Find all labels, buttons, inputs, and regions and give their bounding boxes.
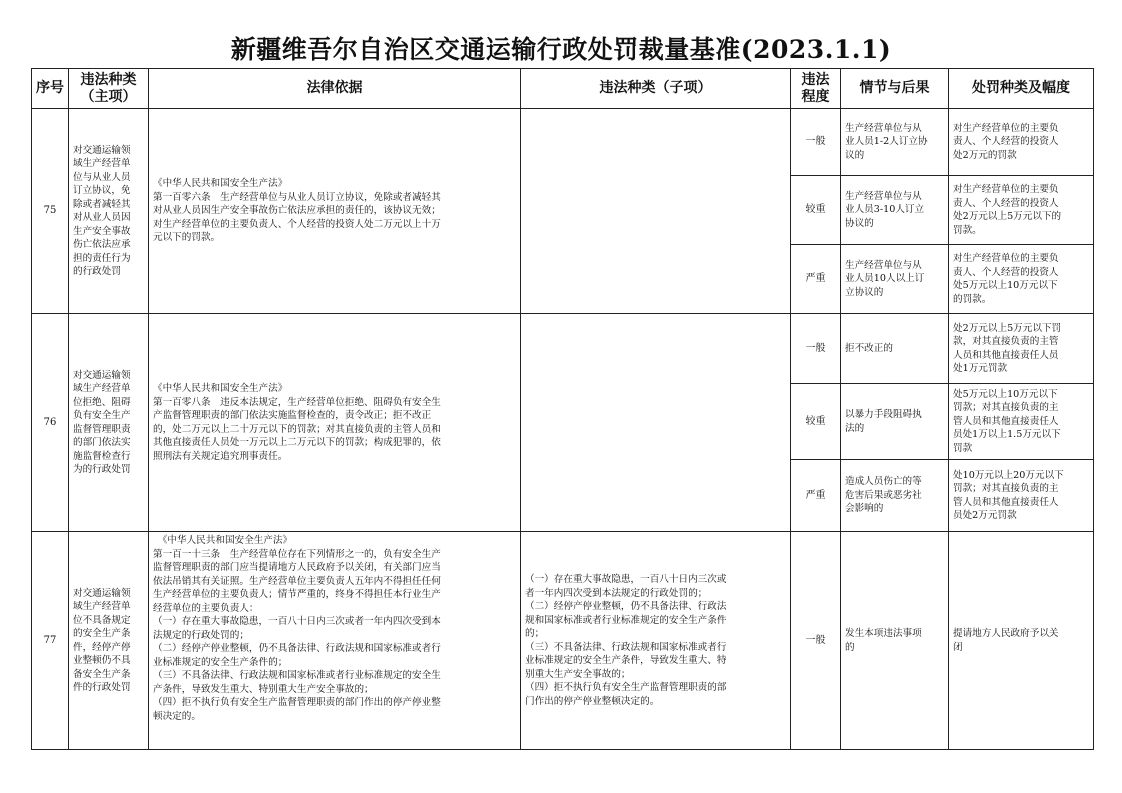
row-degree: 较重 [791,384,841,460]
row-circumstance: 造成人员伤亡的等 危害后果或恶劣社 会影响的 [841,460,949,532]
row-degree: 较重 [791,176,841,245]
header-seq: 序号 [32,69,69,109]
row-legal-basis: 《中华人民共和国安全生产法》 第一百零八条 违反本法规定，生产经营单位拒绝、阻碍负有安全生 产监督管理职责的部门依法实施监督检查的，责令改正；拒不改正 的，处二万元以上二十万元以下的罚款；对其直接负责的主管人员和 其他直接责任人员处一万元以上二万元以下的罚款；构成犯罪的，依 照刑法有关规定追究刑事责任。 [149,314,521,532]
table-row [32,532,1094,750]
table-header-row [32,69,1094,109]
row-circumstance: 拒不改正的 [841,314,949,384]
row-circumstance: 生产经营单位与从 业人员3-10人订立 协议的 [841,176,949,245]
row-circumstance: 以暴力手段阻碍执 法的 [841,384,949,460]
row-penalty: 处10万元以上20万元以下 罚款；对其直接负责的主 管人员和其他直接责任人 员处2万元罚款 [949,460,1094,532]
row-main-type: 对交通运输领 域生产经营单 位与从业人员 订立协议，免 除或者减轻其 对从业人员因 生产安全事故 伤亡依法应承 担的责任行为 的行政处罚 [69,109,149,314]
penalty-standards-table [31,68,1094,750]
row-seq: 75 [32,109,69,314]
header-penalty: 处罚种类及幅度 [949,69,1094,109]
row-circumstance: 发生本项违法事项 的 [841,532,949,750]
header-sub-type: 违法种类（子项） [521,69,791,109]
row-legal-basis: 《中华人民共和国安全生产法》 第一百零六条 生产经营单位与从业人员订立协议，免除或者减轻其 对从业人员因生产安全事故伤亡依法应承担的责任的，该协议无效； 对生产经营单位的主要负责人、个人经营的投资人处二万元以上十万 元以下的罚款。 [149,109,521,314]
row-penalty: 对生产经营单位的主要负 责人、个人经营的投资人 处2万元以上5万元以下的 罚款。 [949,176,1094,245]
row-penalty: 对生产经营单位的主要负 责人、个人经营的投资人 处5万元以上10万元以下 的罚款。 [949,245,1094,314]
header-main-type: 违法种类 （主项） [69,69,149,109]
row-degree: 严重 [791,245,841,314]
row-penalty: 处5万元以上10万元以下 罚款；对其直接负责的主 管人员和其他直接责任人 员处1万以上1.5万元以下 罚款 [949,384,1094,460]
row-circumstance: 生产经营单位与从 业人员1-2人订立协 议的 [841,109,949,176]
table-row [32,109,1094,176]
row-seq: 77 [32,532,69,750]
row-sub-type [521,109,791,314]
table-row [32,314,1094,384]
row-main-type: 对交通运输领 域生产经营单 位拒绝、阻碍 负有安全生产 监督管理职责 的部门依法实 施监督检查行 为的行政处罚 [69,314,149,532]
row-penalty: 处2万元以上5万元以下罚 款，对其直接负责的主管 人员和其他直接责任人员 处1万元罚款 [949,314,1094,384]
page-title: 新疆维吾尔自治区交通运输行政处罚裁量基准(2023.1.1) [230,35,892,64]
row-sub-type [521,314,791,532]
row-seq: 76 [32,314,69,532]
header-circumstance: 情节与后果 [841,69,949,109]
row-degree: 严重 [791,460,841,532]
header-legal-basis: 法律依据 [149,69,521,109]
row-degree: 一般 [791,532,841,750]
row-penalty: 提请地方人民政府予以关 闭 [949,532,1094,750]
row-main-type: 对交通运输领 域生产经营单 位不具备规定 的安全生产条 件，经停产停 业整顿仍不具 备安全生产条 件的行政处罚 [69,532,149,750]
row-sub-type: （一）存在重大事故隐患，一百八十日内三次或 者一年内四次受到本法规定的行政处罚的； （二）经停产停业整顿，仍不具备法律、行政法 规和国家标准或者行业标准规定的安全生产条件 的； （三）不具备法律、行政法规和国家标准或者行 业标准规定的安全生产条件，导致发生重大、特 别重大生产安全事故的； （四）拒不执行负有安全生产监督管理职责的部 门作出的停产停业整顿决定的。 [521,532,791,750]
row-degree: 一般 [791,314,841,384]
row-legal-basis: 《中华人民共和国安全生产法》 第一百一十三条 生产经营单位存在下列情形之一的，负有安全生产 监督管理职责的部门应当提请地方人民政府予以关闭，有关部门应当 依法吊销其有关证照。生产经营单位主要负责人五年内不得担任任何 生产经营单位的主要负责人；情节严重的，终身不得担任本行业生产 经营单位的主要负责人： （一）存在重大事故隐患，一百八十日内三次或者一年内四次受到本 法规定的行政处罚的； （二）经停产停业整顿，仍不具备法律、行政法规和国家标准或者行 业标准规定的安全生产条件的； （三）不具备法律、行政法规和国家标准或者行业标准规定的安全生 产条件，导致发生重大、特别重大生产安全事故的； （四）拒不执行负有安全生产监督管理职责的部门作出的停产停业整 顿决定的。 [149,532,521,750]
header-degree: 违法 程度 [791,69,841,109]
row-degree: 一般 [791,109,841,176]
row-circumstance: 生产经营单位与从 业人员10人以上订 立协议的 [841,245,949,314]
row-penalty: 对生产经营单位的主要负 责人、个人经营的投资人 处2万元的罚款 [949,109,1094,176]
